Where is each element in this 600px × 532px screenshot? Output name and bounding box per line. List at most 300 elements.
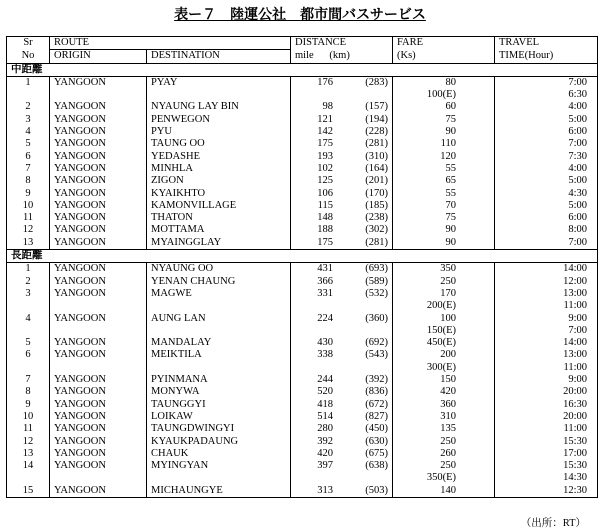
fare-cell: 110 — [393, 138, 495, 150]
time-cell: 11:00 — [495, 300, 598, 312]
fare-cell: 60 — [393, 101, 495, 113]
distance-mile: 224 — [317, 312, 333, 324]
time-cell: 6:30 — [495, 89, 598, 101]
table-row — [7, 263, 598, 276]
fare-cell: 75 — [393, 114, 495, 126]
destination-cell: MEIKTILA — [151, 349, 202, 361]
origin-cell: YANGOON — [50, 263, 147, 276]
row-number — [7, 325, 50, 337]
distance-km: (310) — [365, 150, 388, 162]
time-cell: 17:00 — [495, 448, 598, 460]
distance-mile: 244 — [317, 374, 333, 386]
section-label: 中距離 — [7, 63, 598, 76]
table-row — [7, 472, 598, 484]
table-row — [7, 374, 598, 386]
time-cell: 14:30 — [495, 472, 598, 484]
fare-cell: 75 — [393, 212, 495, 224]
row-number: 10 — [7, 200, 50, 212]
distance-km: (164) — [365, 162, 388, 174]
distance-mile: 397 — [317, 460, 333, 472]
fare-cell: 420 — [393, 386, 495, 398]
row-number: 11 — [7, 423, 50, 435]
distance-km: (672) — [365, 398, 388, 410]
distance-mile: 102 — [317, 162, 333, 174]
distance-cell — [291, 188, 393, 200]
row-number: 1 — [7, 263, 50, 276]
distance-cell — [291, 138, 393, 150]
distance-cell — [291, 212, 393, 224]
distance-header: DISTANCE — [291, 37, 393, 50]
destination-cell: MANDALAY — [151, 337, 212, 349]
distance-km: (589) — [365, 275, 388, 287]
origin-cell: YANGOON — [50, 436, 147, 448]
distance-km: (238) — [365, 212, 388, 224]
distance-mile: 125 — [317, 175, 333, 187]
destination-cell — [147, 89, 291, 101]
fare-cell: 55 — [393, 163, 495, 175]
distance-km: (170) — [365, 187, 388, 199]
distance-cell — [291, 101, 393, 113]
row-number — [7, 300, 50, 312]
destination-cell: PYU — [151, 126, 173, 138]
row-number: 2 — [7, 276, 50, 288]
distance-cell — [291, 175, 393, 187]
table-row — [7, 485, 598, 498]
row-number: 3 — [7, 288, 50, 300]
row-number: 9 — [7, 399, 50, 411]
fare-cell: 250 — [393, 276, 495, 288]
distance-km: (228) — [365, 126, 388, 138]
distance-mile: 106 — [317, 187, 333, 199]
time-cell: 7:30 — [495, 151, 598, 163]
row-number: 3 — [7, 114, 50, 126]
table-row — [7, 89, 598, 101]
table-row — [7, 313, 598, 325]
origin-cell — [50, 89, 147, 101]
distance-mile: 148 — [317, 212, 333, 224]
table-row — [7, 200, 598, 212]
distance-km: (185) — [365, 199, 388, 211]
distance-cell — [291, 288, 393, 300]
origin-cell: YANGOON — [50, 175, 147, 187]
fare-cell: 90 — [393, 237, 495, 250]
row-number — [7, 472, 50, 484]
destination-cell: KYAUKPADAUNG — [151, 435, 239, 447]
distance-mile: 280 — [317, 423, 333, 435]
origin-cell: YANGOON — [50, 163, 147, 175]
time-cell: 15:30 — [495, 436, 598, 448]
fare-cell: 100 — [393, 313, 495, 325]
no-header: No — [7, 50, 50, 63]
table-row — [7, 349, 598, 361]
row-number: 8 — [7, 175, 50, 187]
origin-cell — [50, 472, 147, 484]
row-number: 5 — [7, 337, 50, 349]
time-cell: 7:00 — [495, 237, 598, 250]
distance-mile: 193 — [317, 150, 333, 162]
origin-cell: YANGOON — [50, 485, 147, 498]
distance-cell — [291, 349, 393, 361]
distance-mile: 313 — [317, 484, 333, 496]
fare-cell: 310 — [393, 411, 495, 423]
table-row — [7, 386, 598, 398]
source-note: （出所：RT） — [520, 518, 586, 529]
origin-cell: YANGOON — [50, 460, 147, 472]
destination-cell: PENWEGON — [151, 113, 210, 125]
distance-km: (543) — [365, 349, 388, 361]
destination-cell: TAUNGGYI — [151, 398, 206, 410]
table-row — [7, 423, 598, 435]
row-number: 4 — [7, 126, 50, 138]
fare-cell: 150(E) — [393, 325, 495, 337]
distance-km: (281) — [365, 138, 388, 150]
destination-cell: PYINMANA — [151, 374, 208, 386]
row-number: 11 — [7, 212, 50, 224]
distance-km: (302) — [365, 224, 388, 236]
distance-mile: 115 — [317, 199, 333, 211]
origin-cell: YANGOON — [50, 374, 147, 386]
destination-cell: MYAINGGLAY — [147, 237, 291, 250]
time-cell: 13:00 — [495, 349, 598, 361]
time-cell: 20:00 — [495, 411, 598, 423]
table-row — [7, 114, 598, 126]
table-row — [7, 237, 598, 250]
destination-cell: KYAIKHTO — [151, 187, 206, 199]
destination-cell: PYAY — [151, 76, 178, 88]
distance-mile: 188 — [317, 224, 333, 236]
fare-cell: 200(E) — [393, 300, 495, 312]
origin-cell: YANGOON — [50, 448, 147, 460]
origin-cell: YANGOON — [50, 237, 147, 250]
distance-cell — [291, 325, 393, 337]
row-number: 1 — [7, 76, 50, 89]
section-label: 長距離 — [7, 250, 598, 263]
distance-km: (450) — [365, 423, 388, 435]
distance-km: (692) — [365, 337, 388, 349]
fare-cell: 90 — [393, 224, 495, 236]
distance-mile: 175 — [317, 236, 333, 248]
distance-cell — [291, 114, 393, 126]
destination-cell: MINHLA — [151, 162, 193, 174]
table-row — [7, 436, 598, 448]
fare-cell: 350(E) — [393, 472, 495, 484]
distance-mile: 98 — [322, 101, 333, 113]
distance-km: (675) — [365, 447, 388, 459]
distance-cell — [291, 263, 393, 276]
distance-cell — [291, 276, 393, 288]
time-cell: 8:00 — [495, 224, 598, 236]
distance-km: (630) — [365, 435, 388, 447]
distance-cell — [291, 337, 393, 349]
time-cell: 7:00 — [495, 138, 598, 150]
table-row — [7, 138, 598, 150]
destination-cell — [147, 325, 291, 337]
time-cell: 7:00 — [495, 76, 598, 89]
row-number: 15 — [7, 485, 50, 498]
time-cell: 12:30 — [495, 485, 598, 498]
distance-cell — [291, 76, 393, 89]
origin-cell: YANGOON — [50, 200, 147, 212]
distance-cell — [291, 436, 393, 448]
destination-cell: MAGWE — [151, 287, 192, 299]
time-cell: 14:00 — [495, 337, 598, 349]
destination-cell: MONYWA — [151, 386, 200, 398]
distance-cell — [291, 386, 393, 398]
origin-cell — [50, 325, 147, 337]
row-number: 6 — [7, 151, 50, 163]
distance-km: (201) — [365, 175, 388, 187]
origin-cell: YANGOON — [50, 212, 147, 224]
distance-mile: 175 — [317, 138, 333, 150]
distance-cell — [291, 126, 393, 138]
fare-cell: 350 — [393, 263, 495, 276]
distance-km: (283) — [365, 76, 388, 88]
origin-cell: YANGOON — [50, 423, 147, 435]
origin-cell: YANGOON — [50, 101, 147, 113]
distance-cell — [291, 151, 393, 163]
row-number: 2 — [7, 101, 50, 113]
time-cell: 20:00 — [495, 386, 598, 398]
fare-cell: 120 — [393, 151, 495, 163]
table-row — [7, 325, 598, 337]
destination-cell — [147, 362, 291, 374]
destination-cell: AUNG LAN — [151, 312, 206, 324]
origin-cell: YANGOON — [50, 386, 147, 398]
row-number: 7 — [7, 163, 50, 175]
time-cell: 6:00 — [495, 126, 598, 138]
time-cell: 5:00 — [495, 175, 598, 187]
origin-cell — [50, 362, 147, 374]
distance-km: (281) — [365, 236, 388, 248]
fare-cell: 55 — [393, 188, 495, 200]
distance-cell — [291, 224, 393, 236]
ks-header: (Ks) — [393, 50, 495, 63]
distance-cell — [291, 411, 393, 423]
row-number: 6 — [7, 349, 50, 361]
distance-mile: 520 — [317, 386, 333, 398]
distance-mile: 176 — [317, 76, 333, 88]
origin-cell: YANGOON — [50, 399, 147, 411]
destination-cell: CHAUK — [151, 447, 189, 459]
distance-cell — [291, 300, 393, 312]
table-row — [7, 411, 598, 423]
row-number: 14 — [7, 460, 50, 472]
distance-cell — [291, 313, 393, 325]
distance-km: (693) — [365, 263, 388, 275]
origin-cell: YANGOON — [50, 76, 147, 89]
distance-mile: 392 — [317, 435, 333, 447]
origin-cell: YANGOON — [50, 114, 147, 126]
origin-cell: YANGOON — [50, 276, 147, 288]
destination-header: DESTINATION — [147, 50, 291, 63]
destination-cell: MYINGYAN — [151, 460, 209, 472]
time-cell: 4:00 — [495, 101, 598, 113]
distance-cell — [291, 200, 393, 212]
distance-mile: 142 — [317, 126, 333, 138]
table-row — [7, 126, 598, 138]
time-cell: 12:00 — [495, 276, 598, 288]
destination-cell: TAUNG OO — [151, 138, 205, 150]
distance-km: (638) — [365, 460, 388, 472]
destination-cell: TAUNGDWINGYI — [151, 423, 235, 435]
fare-cell: 250 — [393, 436, 495, 448]
distance-mile: 418 — [317, 398, 333, 410]
destination-cell: LOIKAW — [151, 410, 193, 422]
time-cell: 16:30 — [495, 399, 598, 411]
distance-mile: 331 — [317, 287, 333, 299]
fare-cell: 200 — [393, 349, 495, 361]
fare-cell: 70 — [393, 200, 495, 212]
table-row — [7, 460, 598, 472]
row-number: 4 — [7, 313, 50, 325]
destination-cell: THATON — [151, 212, 193, 224]
distance-cell — [291, 237, 393, 250]
destination-cell: MOTTAMA — [151, 224, 205, 236]
destination-cell: YENAN CHAUNG — [151, 275, 236, 287]
fare-cell: 250 — [393, 460, 495, 472]
distance-km: (532) — [365, 287, 388, 299]
origin-cell: YANGOON — [50, 138, 147, 150]
destination-cell: MICHAUNGYE — [147, 485, 291, 498]
time-cell: 5:00 — [495, 114, 598, 126]
time-header: TIME(Hour) — [495, 50, 598, 63]
time-cell: 11:00 — [495, 362, 598, 374]
fare-cell: 80 — [393, 76, 495, 89]
row-number: 13 — [7, 237, 50, 250]
row-number — [7, 89, 50, 101]
destination-cell: NYAUNG LAY BIN — [151, 101, 239, 113]
table-row — [7, 362, 598, 374]
fare-cell: 360 — [393, 399, 495, 411]
fare-cell: 100(E) — [393, 89, 495, 101]
origin-cell: YANGOON — [50, 126, 147, 138]
row-number: 13 — [7, 448, 50, 460]
origin-cell: YANGOON — [50, 411, 147, 423]
distance-km: (392) — [365, 374, 388, 386]
time-cell: 5:00 — [495, 200, 598, 212]
table-row — [7, 288, 598, 300]
section-row — [7, 250, 598, 263]
fare-cell: 260 — [393, 448, 495, 460]
travel-header: TRAVEL — [495, 37, 598, 50]
sr-header: Sr — [7, 37, 50, 50]
origin-cell: YANGOON — [50, 288, 147, 300]
distance-mile: 431 — [317, 263, 333, 275]
distance-km: (827) — [365, 410, 388, 422]
origin-cell: YANGOON — [50, 151, 147, 163]
table-row — [7, 300, 598, 312]
destination-cell: YEDASHE — [151, 150, 200, 162]
header-row-1 — [7, 37, 598, 50]
header-row-2 — [7, 50, 598, 63]
row-number: 8 — [7, 386, 50, 398]
fare-header: FARE — [393, 37, 495, 50]
time-cell: 11:00 — [495, 423, 598, 435]
distance-mile: 366 — [317, 275, 333, 287]
time-cell: 13:00 — [495, 288, 598, 300]
row-number — [7, 362, 50, 374]
bus-service-table — [6, 36, 598, 498]
route-header: ROUTE — [50, 37, 291, 50]
distance-cell — [291, 460, 393, 472]
table-row — [7, 448, 598, 460]
distance-cell — [291, 362, 393, 374]
table-row — [7, 188, 598, 200]
distance-km: (157) — [365, 101, 388, 113]
distance-mile: 420 — [317, 447, 333, 459]
fare-cell: 140 — [393, 485, 495, 498]
time-cell: 6:00 — [495, 212, 598, 224]
fare-cell: 450(E) — [393, 337, 495, 349]
distance-cell — [291, 448, 393, 460]
destination-cell: NYAUNG OO — [151, 263, 214, 275]
table-row — [7, 276, 598, 288]
row-number: 12 — [7, 224, 50, 236]
table-row — [7, 101, 598, 113]
time-cell: 4:30 — [495, 188, 598, 200]
distance-km: (836) — [365, 386, 388, 398]
table-row — [7, 224, 598, 236]
distance-cell — [291, 163, 393, 175]
table-row — [7, 175, 598, 187]
distance-mile: 338 — [317, 349, 333, 361]
destination-cell: ZIGON — [151, 175, 184, 187]
distance-km: (360) — [365, 312, 388, 324]
distance-km: (503) — [365, 484, 388, 496]
time-cell: 4:00 — [495, 163, 598, 175]
origin-cell: YANGOON — [50, 337, 147, 349]
table-row — [7, 212, 598, 224]
destination-cell — [147, 300, 291, 312]
time-cell: 14:00 — [495, 263, 598, 276]
distance-cell — [291, 374, 393, 386]
table-title: 表ー７ 陸運公社 都市間バスサービス — [174, 8, 426, 23]
fare-cell: 300(E) — [393, 362, 495, 374]
row-number: 5 — [7, 138, 50, 150]
table-row — [7, 399, 598, 411]
fare-cell: 90 — [393, 126, 495, 138]
row-number: 12 — [7, 436, 50, 448]
origin-header: ORIGIN — [50, 50, 147, 63]
table-row — [7, 151, 598, 163]
section-row — [7, 63, 598, 76]
destination-cell: KAMONVILLAGE — [151, 199, 237, 211]
time-cell: 9:00 — [495, 374, 598, 386]
distance-cell — [291, 472, 393, 484]
row-number: 7 — [7, 374, 50, 386]
fare-cell: 135 — [393, 423, 495, 435]
fare-cell: 150 — [393, 374, 495, 386]
origin-cell: YANGOON — [50, 188, 147, 200]
distance-mile: 430 — [317, 337, 333, 349]
table-row — [7, 163, 598, 175]
distance-mile: 121 — [317, 113, 333, 125]
time-cell: 9:00 — [495, 313, 598, 325]
time-cell: 15:30 — [495, 460, 598, 472]
origin-cell — [50, 300, 147, 312]
distance-cell — [291, 399, 393, 411]
time-cell: 7:00 — [495, 325, 598, 337]
fare-cell: 65 — [393, 175, 495, 187]
mile-km-header: mile (km) — [291, 50, 393, 63]
distance-km: (194) — [365, 113, 388, 125]
origin-cell: YANGOON — [50, 224, 147, 236]
origin-cell: YANGOON — [50, 313, 147, 325]
distance-cell — [291, 89, 393, 101]
row-number: 9 — [7, 188, 50, 200]
table-row — [7, 76, 598, 89]
distance-cell — [291, 423, 393, 435]
